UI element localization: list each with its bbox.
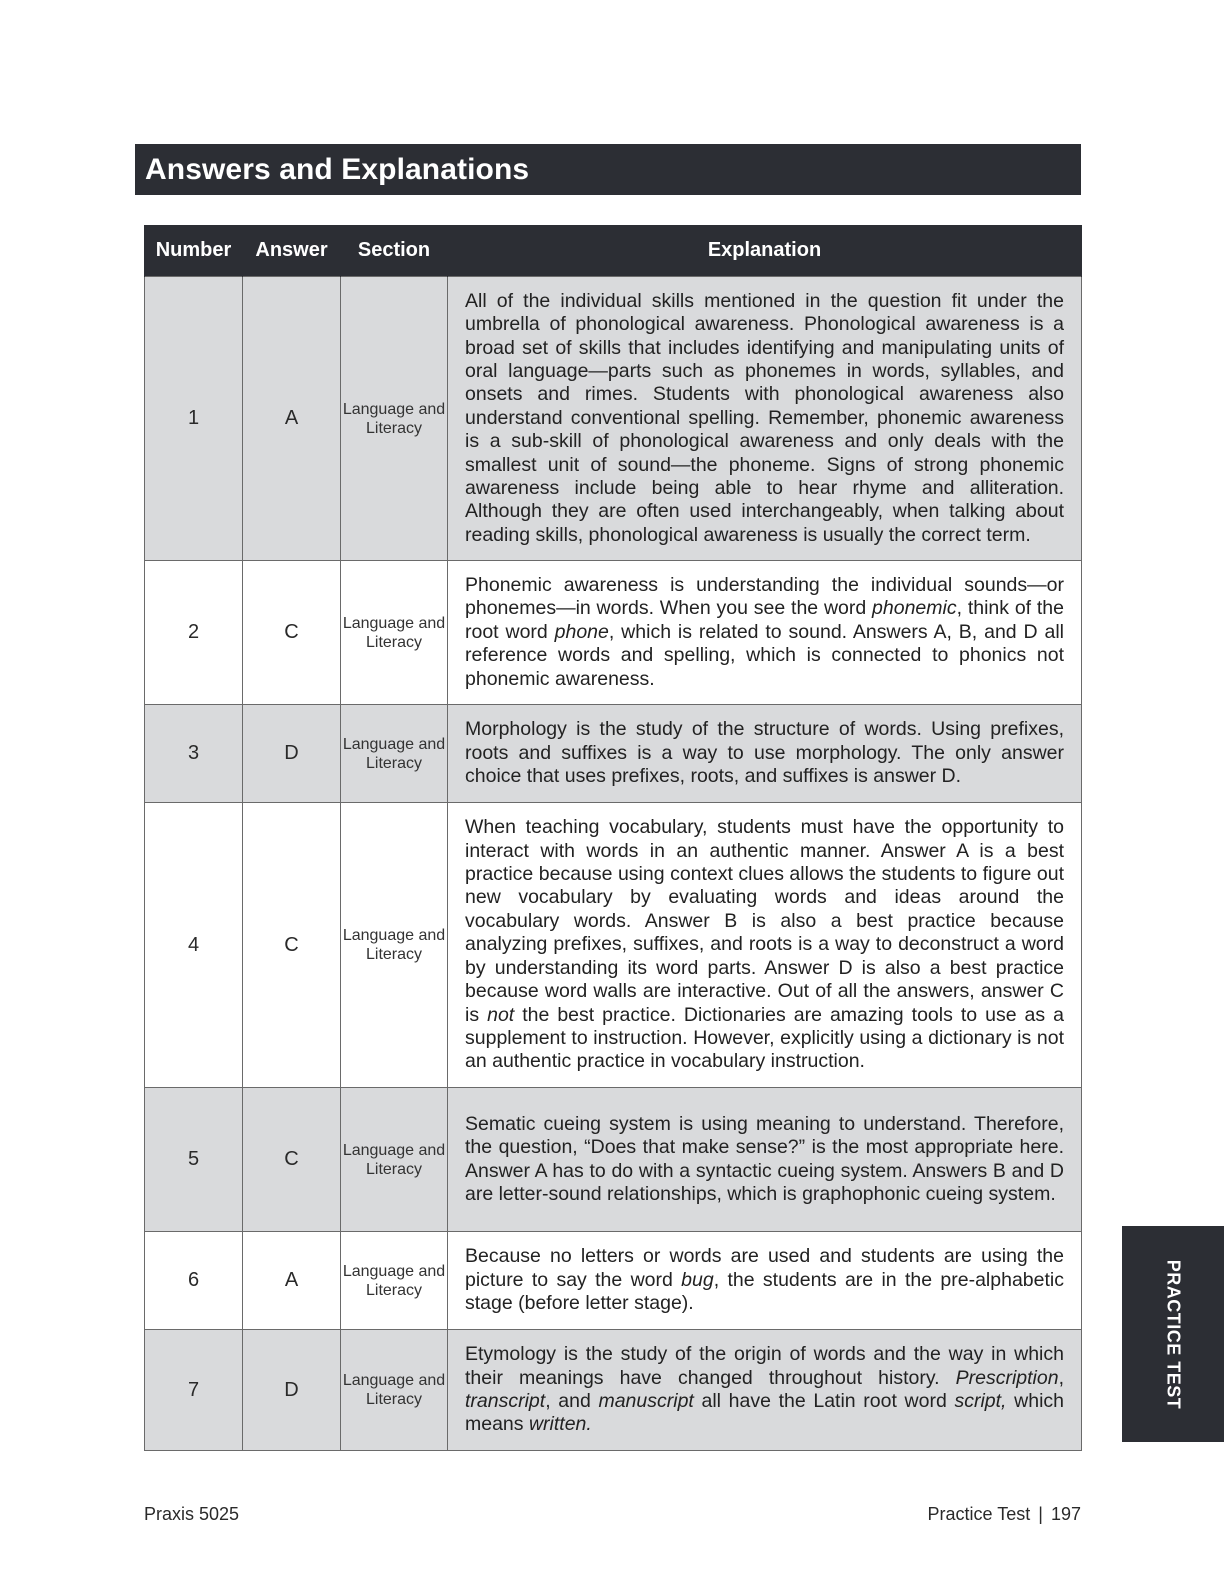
footer-separator: | — [1038, 1504, 1043, 1524]
row-answer: C — [243, 1088, 341, 1232]
table-row — [145, 1330, 1082, 1451]
row-explanation: When teaching vocabulary, students must have the opportunity to interact with words in an authentic manner. Answer A is a best practice because using context clues allows the students to figure out new vocabulary by evaluating words and ideas around the vocabulary words. Answer B is also a best practice because analyzing prefixes, suffixes, and roots is a way to deconstruct a word by understanding its word parts. Answer D is also a best practice because word walls are interactive. Out of all the answers, answer C is not the best practice. Dictionaries are amazing tools to use as a supplement to instruction. However, explicitly using a dictionary is not an authentic practice in vocabulary instruction. — [448, 803, 1082, 1088]
row-explanation: Because no letters or words are used and students are using the picture to say the word bug, the students are in the pre-alphabetic stage (before letter stage). — [448, 1232, 1082, 1330]
row-answer: D — [243, 705, 341, 803]
row-answer: D — [243, 1330, 341, 1451]
column-header-answer: Answer — [243, 225, 341, 277]
column-header-section: Section — [341, 225, 448, 277]
row-explanation: All of the individual skills mentioned in the question fit under the umbrella of phonological awareness. Phonological awareness is a broad set of skills that includes identifying and manipulating units of oral language—parts such as phonemes in words, syllables, and onsets and rimes. Students with phonological awareness also understand conventional spelling. Remember, phonemic awareness is a sub-skill of phonological awareness and only deals with the smallest unit of sound—the phoneme. Signs of strong phonemic awareness include being able to hear rhyme and alliteration. Although they are often used interchangeably, when talking about reading skills, phonological awareness is usually the correct term. — [448, 277, 1082, 561]
side-tab-label: PRACTICE TEST — [1163, 1259, 1184, 1409]
row-section: Language and Literacy — [341, 1330, 448, 1451]
row-number: 3 — [145, 705, 243, 803]
row-number: 2 — [145, 561, 243, 705]
practice-test-side-tab — [1122, 1226, 1224, 1442]
title-bar — [135, 144, 1081, 195]
footer-section-label: Practice Test — [927, 1504, 1031, 1524]
page-number: 197 — [1050, 1504, 1081, 1524]
row-section: Language and Literacy — [341, 1232, 448, 1330]
row-explanation: Etymology is the study of the origin of words and the way in which their meanings have changed throughout history. Prescription, transcript, and manuscript all have the Latin root word script, which means written. — [448, 1330, 1082, 1451]
row-number: 1 — [145, 277, 243, 561]
row-section: Language and Literacy — [341, 561, 448, 705]
row-answer: C — [243, 803, 341, 1088]
row-section: Language and Literacy — [341, 803, 448, 1088]
footer-book-title: Praxis 5025 — [144, 1504, 240, 1524]
row-answer: A — [243, 277, 341, 561]
row-number: 6 — [145, 1232, 243, 1330]
row-section: Language and Literacy — [341, 1088, 448, 1232]
row-number: 7 — [145, 1330, 243, 1451]
table-row — [145, 803, 1082, 1088]
page-title: Answers and Explanations — [145, 152, 530, 186]
row-number: 4 — [145, 803, 243, 1088]
column-header-number: Number — [145, 225, 243, 277]
answers-table — [144, 225, 1082, 1451]
row-number: 5 — [145, 1088, 243, 1232]
row-explanation: Morphology is the study of the structure of words. Using prefixes, roots and suffixes is a way to use morphology. The only answer choice that uses prefixes, roots, and suffixes is answer D. — [448, 705, 1082, 803]
table-row — [145, 705, 1082, 803]
row-section: Language and Literacy — [341, 705, 448, 803]
row-answer: A — [243, 1232, 341, 1330]
table-row — [145, 561, 1082, 705]
table-row — [145, 1232, 1082, 1330]
table-row — [145, 277, 1082, 561]
table-header-row — [145, 225, 1082, 277]
row-answer: C — [243, 561, 341, 705]
row-explanation: Phonemic awareness is understanding the individual sounds—or phonemes—in words. When you see the word phonemic, think of the root word phone, which is related to sound. Answers A, B, and D all reference words and spelling, which is connected to phonics not phonemic awareness. — [448, 561, 1082, 705]
table-row — [145, 1088, 1082, 1232]
row-explanation: Sematic cueing system is using meaning to understand. Therefore, the question, “Does that make sense?” is the most appropriate here. Answer A has to do with a syntactic cueing system. Answers B and D are letter-sound relationships, which is graphophonic cueing system. — [448, 1088, 1082, 1232]
footer-page-info — [928, 1504, 1081, 1525]
column-header-explanation: Explanation — [448, 225, 1082, 277]
row-section: Language and Literacy — [341, 277, 448, 561]
